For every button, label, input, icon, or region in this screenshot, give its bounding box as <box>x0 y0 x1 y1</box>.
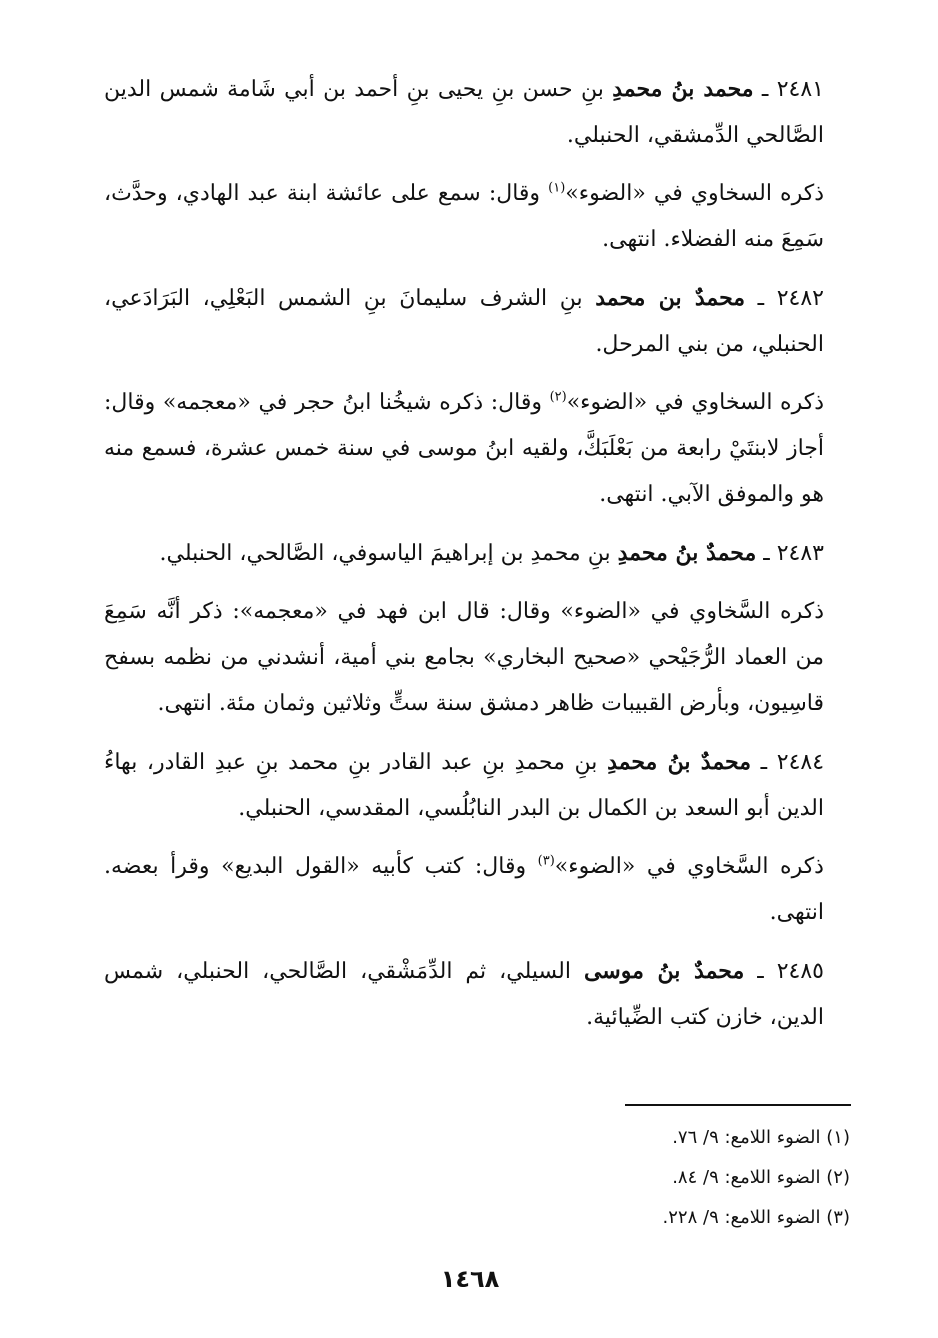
entry-lineage: بنِ محمدِ بن إبراهيمَ الياسوفي، الصَّالحي، الحنبلي. <box>159 541 611 566</box>
footnote-2: (٢) الضوء اللامع: ٩/ ٨٤. <box>672 1167 850 1188</box>
entry-lineage: بنِ محمدِ بنِ عبد القادر بنِ محمد بنِ عبدِ القادر، بهاءُ الدين أبو السعد بن الكمال بن البدر النابُلُسي، المقدسي، الحنبلي. <box>104 750 824 821</box>
note-text-a: ذكره السَّخاوي في «الضوء» وقال: قال ابن فهد في «معجمه»: ذكر أنَّه سَمِعَ من العماد الرُّجَيْحي «صحيح البخاري» بجامع بني أمية، أنشدني من نظمه بسفح قاسِيون، وبأرض القبيبات ظاهر دمشق سنة ستٍّ وثلاثين وثمان مئة. انتهى. <box>104 599 824 716</box>
entry-heading <box>104 530 824 577</box>
biography-entry-2484 <box>104 739 824 832</box>
biography-entry-2482 <box>104 275 824 368</box>
note-text-b: وقال: ذكره شيخُنا ابنُ حجر في «معجمه» وقال: أجاز لابنتَيْ رابعة من بَعْلَبَكَّ، ولقيه ابنُ موسى في سنة خمس عشرة، فسمع منه هو والموفق الآبي. انتهى. <box>104 390 824 507</box>
entry-heading <box>104 739 824 832</box>
note-text-b: وقال: كتب كأبيه «القول البديع» وقرأ بعضه. انتهى. <box>104 854 824 925</box>
entry-name: محمدٌ بنُ موسى <box>583 958 745 984</box>
dash: ـ <box>745 286 765 311</box>
entry-lineage: بنِ حسن بنِ يحيى بنِ أحمد بن أبي شَامة شمس الدين الصَّالحي الدِّمشقي، الحنبلي. <box>104 77 824 148</box>
entry-number: ٢٤٨٢ <box>776 286 824 311</box>
dash: ـ <box>751 750 768 775</box>
footnote-ref: (٢) <box>549 389 567 405</box>
entry-name: محمدٌ بنُ محمدِ <box>617 540 757 566</box>
dash: ـ <box>753 77 769 102</box>
biography-entry-2483 <box>104 530 824 577</box>
page-number: ١٤٦٨ <box>440 1265 500 1293</box>
entry-note <box>104 380 824 518</box>
entry-heading <box>104 66 824 159</box>
entry-lineage: بنِ الشرف سليمانَ بنِ الشمس البَعْلِي، البَرَادَعي، الحنبلي، من بني المرحل. <box>104 286 824 357</box>
entry-note <box>104 171 824 263</box>
entry-heading <box>104 275 824 368</box>
footnote-divider <box>625 1104 851 1106</box>
entry-heading <box>104 948 824 1041</box>
note-text-b: وقال: سمع على عائشة ابنة عبد الهادي، وحدَّث، سَمِعَ منه الفضلاء. انتهى. <box>104 181 824 252</box>
footnote-1: (١) الضوء اللامع: ٩/ ٧٦. <box>672 1127 850 1148</box>
dash: ـ <box>756 541 770 566</box>
entry-name: محمد بنُ محمدِ <box>612 76 754 102</box>
entry-note <box>104 844 824 936</box>
entry-name: محمدٌ بن محمد <box>595 285 746 311</box>
entry-name: محمدٌ بنُ محمدِ <box>607 749 752 775</box>
note-text-a: ذكره السخاوي في «الضوء» <box>566 390 824 415</box>
entry-lineage: السيلي، ثم الدِّمَشْقي، الصَّالحي، الحنبلي، شمس الدين، خازن كتب الضِّيائية. <box>104 959 824 1030</box>
footnote-ref: (١) <box>548 180 566 196</box>
note-text-a: ذكره السَّخاوي في «الضوء» <box>554 854 824 879</box>
entry-number: ٢٤٨٥ <box>776 959 824 984</box>
biography-entry-2481 <box>104 66 824 159</box>
entry-number: ٢٤٨١ <box>776 77 824 102</box>
biography-entry-2485 <box>104 948 824 1041</box>
dash: ـ <box>744 959 764 984</box>
footnote-3: (٣) الضوء اللامع: ٩/ ٢٢٨. <box>662 1207 850 1228</box>
note-text-a: ذكره السخاوي في «الضوء» <box>565 181 824 206</box>
entry-note <box>104 589 824 727</box>
main-text <box>104 66 824 1053</box>
entry-number: ٢٤٨٣ <box>776 541 824 566</box>
entry-number: ٢٤٨٤ <box>776 750 825 775</box>
footnotes <box>560 1118 850 1238</box>
footnote-ref: (٣) <box>537 853 555 869</box>
